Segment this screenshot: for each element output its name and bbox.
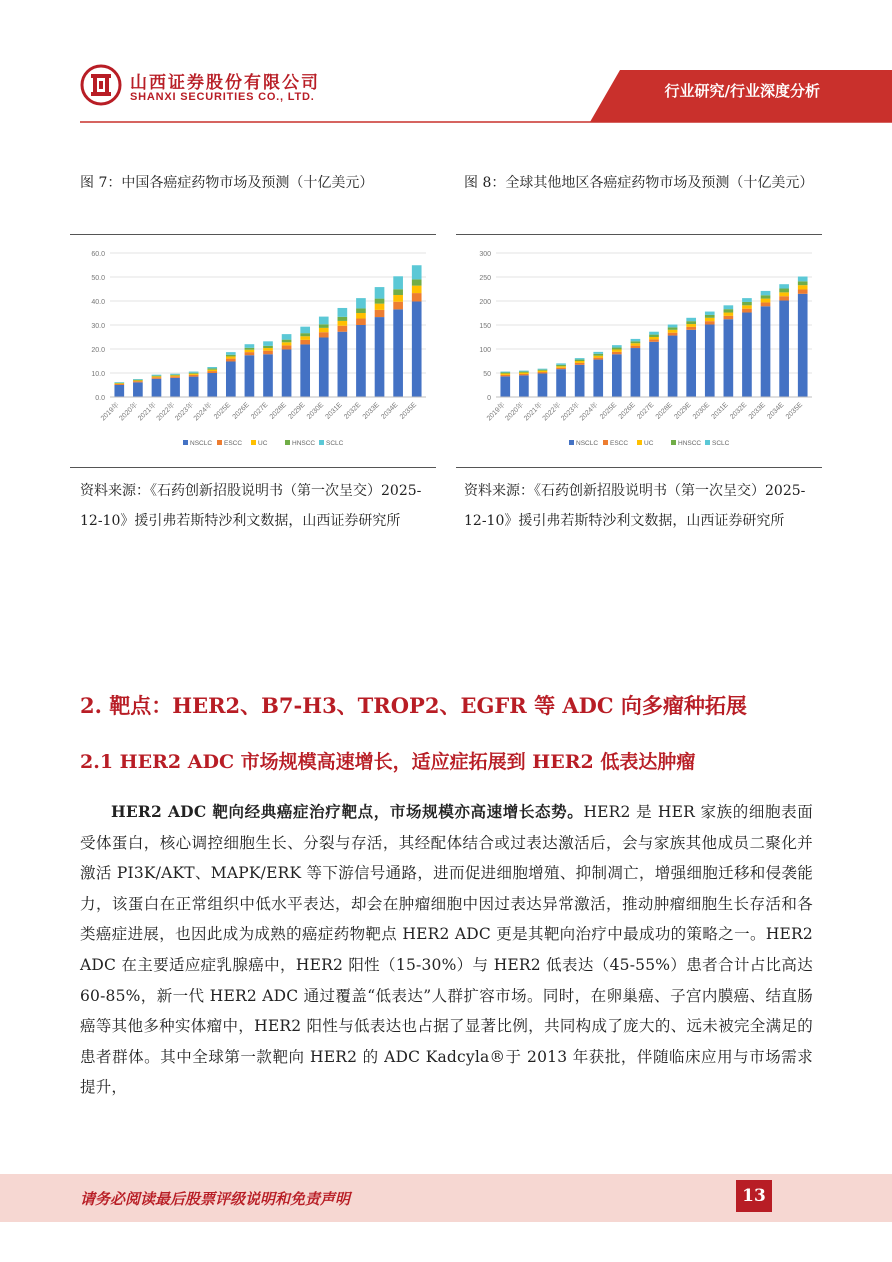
- legend-label: ESCC: [610, 440, 629, 447]
- x-tick-label: 2020年: [504, 401, 526, 423]
- legend-label: SCLC: [712, 440, 730, 447]
- x-tick-label: 2021年: [522, 401, 544, 423]
- bar-escc: [798, 289, 808, 293]
- x-tick-label: 2029E: [673, 401, 693, 421]
- subsection-heading: 2.1 HER2 ADC 市场规模高速增长，适应症拓展到 HER2 低表达肿瘤: [80, 751, 696, 773]
- bar-nsclc: [575, 365, 585, 397]
- bar-sclc: [412, 265, 422, 279]
- y-tick-label: 20.0: [91, 347, 105, 354]
- bar-nsclc: [338, 332, 348, 397]
- bar-uc: [612, 349, 622, 351]
- bar-sclc: [761, 291, 771, 295]
- bar-nsclc: [519, 375, 529, 397]
- x-tick-label: 2026E: [617, 401, 637, 421]
- bar-sclc: [649, 332, 659, 335]
- bar-hnscc: [612, 348, 622, 350]
- bar-uc: [245, 350, 255, 352]
- bar-nsclc: [170, 378, 180, 397]
- legend-swatch: [671, 440, 676, 445]
- x-tick-label: 2028E: [268, 401, 289, 421]
- y-tick-label: 250: [479, 275, 491, 282]
- bar-sclc: [263, 341, 273, 346]
- page-number: 13: [736, 1180, 772, 1212]
- x-tick-label: 2034E: [766, 401, 786, 421]
- legend-label: UC: [258, 440, 268, 447]
- body-lead: HER2 ADC 靶向经典癌症治疗靶点，市场规模亦高速增长态势。: [111, 802, 584, 821]
- bar-escc: [393, 302, 403, 310]
- bar-uc: [133, 380, 143, 381]
- x-tick-label: 2021年: [136, 401, 158, 423]
- bar-hnscc: [500, 373, 510, 374]
- x-tick-label: 2019年: [99, 401, 121, 423]
- x-tick-label: 2034E: [380, 401, 400, 421]
- bar-sclc: [631, 339, 641, 341]
- bar-hnscc: [519, 372, 529, 373]
- bar-sclc: [114, 382, 124, 383]
- bar-escc: [631, 346, 641, 348]
- bar-hnscc: [668, 327, 678, 329]
- x-tick-label: 2035E: [398, 401, 419, 421]
- bar-escc: [189, 375, 199, 377]
- x-tick-label: 2032E: [343, 401, 363, 421]
- legend-label: HNSCC: [678, 440, 702, 447]
- bar-nsclc: [612, 354, 622, 397]
- bar-sclc: [724, 305, 734, 309]
- bar-nsclc: [189, 377, 199, 397]
- bar-sclc: [133, 379, 143, 380]
- report-category: 行业研究/行业深度分析: [664, 82, 820, 100]
- bar-escc: [779, 296, 789, 300]
- y-tick-label: 60.0: [91, 251, 105, 258]
- figure-8-chart: [456, 235, 822, 467]
- bar-uc: [779, 292, 789, 296]
- bar-uc: [375, 304, 385, 310]
- bar-escc: [170, 376, 180, 377]
- bar-uc: [668, 330, 678, 333]
- company-logo-icon: [80, 64, 122, 106]
- bar-hnscc: [742, 302, 752, 305]
- bar-nsclc: [282, 349, 292, 397]
- header-band: [0, 0, 892, 130]
- y-tick-label: 40.0: [91, 299, 105, 306]
- y-tick-label: 10.0: [91, 371, 105, 378]
- bar-escc: [114, 384, 124, 385]
- bar-uc: [519, 373, 529, 374]
- bar-sclc: [779, 284, 789, 288]
- bar-hnscc: [133, 380, 143, 381]
- bar-hnscc: [282, 340, 292, 343]
- bar-sclc: [668, 325, 678, 328]
- bar-escc: [263, 351, 273, 355]
- bar-escc: [575, 363, 585, 365]
- bar-hnscc: [226, 355, 236, 357]
- bar-escc: [356, 319, 366, 325]
- bar-uc: [114, 383, 124, 384]
- bar-sclc: [556, 363, 566, 364]
- legend-label: ESCC: [224, 440, 243, 447]
- bar-hnscc: [152, 376, 162, 377]
- bar-sclc: [300, 327, 310, 333]
- x-tick-label: 2030E: [305, 401, 326, 421]
- y-tick-label: 50.0: [91, 275, 105, 282]
- bar-nsclc: [356, 325, 366, 397]
- bar-uc: [556, 366, 566, 367]
- x-tick-label: 2029E: [287, 401, 307, 421]
- bar-nsclc: [375, 317, 385, 397]
- bar-uc: [152, 376, 162, 377]
- y-tick-label: 0.0: [95, 395, 105, 402]
- bar-escc: [705, 321, 715, 324]
- bar-nsclc: [538, 373, 548, 397]
- bar-nsclc: [319, 337, 329, 397]
- bar-hnscc: [631, 341, 641, 343]
- bar-uc: [300, 336, 310, 340]
- bar-escc: [724, 316, 734, 319]
- bar-sclc: [170, 374, 180, 375]
- bar-sclc: [226, 352, 236, 355]
- bar-hnscc: [245, 348, 255, 350]
- bar-escc: [375, 310, 385, 317]
- bar-escc: [612, 352, 622, 354]
- bar-hnscc: [705, 315, 715, 318]
- bar-escc: [338, 326, 348, 332]
- bar-hnscc: [538, 370, 548, 371]
- y-tick-label: 150: [479, 323, 491, 330]
- x-tick-label: 2023年: [560, 401, 582, 423]
- bar-sclc: [538, 369, 548, 370]
- bar-escc: [556, 368, 566, 369]
- bar-uc: [356, 313, 366, 319]
- bar-sclc: [612, 345, 622, 347]
- bar-escc: [245, 352, 255, 355]
- y-tick-label: 300: [479, 251, 491, 258]
- bar-hnscc: [649, 335, 659, 337]
- bar-hnscc: [207, 368, 217, 369]
- bar-nsclc: [393, 309, 403, 397]
- bar-sclc: [375, 287, 385, 299]
- bar-sclc: [686, 318, 696, 321]
- x-tick-label: 2028E: [654, 401, 675, 421]
- bar-nsclc: [668, 336, 678, 397]
- bar-nsclc: [133, 382, 143, 397]
- bar-escc: [742, 309, 752, 313]
- bar-hnscc: [300, 333, 310, 336]
- x-tick-label: 2033E: [361, 401, 381, 421]
- legend-swatch: [285, 440, 290, 445]
- bar-escc: [500, 375, 510, 376]
- x-tick-label: 2024年: [578, 401, 600, 423]
- bar-sclc: [338, 308, 348, 317]
- figure-8-frame: [456, 234, 822, 468]
- legend-label: NSCLC: [576, 440, 599, 447]
- bar-nsclc: [705, 325, 715, 397]
- bar-hnscc: [686, 321, 696, 324]
- x-tick-label: 2027E: [250, 401, 270, 421]
- y-tick-label: 50: [483, 371, 491, 378]
- bar-sclc: [393, 276, 403, 289]
- x-tick-label: 2027E: [636, 401, 656, 421]
- legend-swatch: [319, 440, 324, 445]
- footer-disclaimer[interactable]: 请务必阅读最后股票评级说明和免责声明: [80, 1190, 351, 1208]
- y-tick-label: 30.0: [91, 323, 105, 330]
- bar-nsclc: [686, 330, 696, 397]
- bar-uc: [170, 375, 180, 376]
- x-tick-label: 2030E: [691, 401, 712, 421]
- bar-sclc: [207, 367, 217, 368]
- bar-nsclc: [798, 294, 808, 397]
- x-tick-label: 2026E: [231, 401, 251, 421]
- bar-uc: [593, 356, 603, 358]
- bar-escc: [668, 333, 678, 336]
- legend-label: UC: [644, 440, 654, 447]
- bar-nsclc: [631, 348, 641, 397]
- bar-uc: [393, 295, 403, 302]
- bar-nsclc: [556, 369, 566, 397]
- bar-nsclc: [300, 344, 310, 397]
- body-paragraph: [80, 797, 813, 1103]
- legend-swatch: [705, 440, 710, 445]
- bar-uc: [500, 373, 510, 374]
- bar-nsclc: [742, 313, 752, 397]
- company-name-en: SHANXI SECURITIES CO., LTD.: [130, 91, 315, 103]
- bar-uc: [742, 305, 752, 308]
- bar-hnscc: [393, 289, 403, 295]
- bar-hnscc: [263, 346, 273, 348]
- figure-8-title: 图 8：全球其他地区各癌症药物市场及预测（十亿美元）: [464, 175, 814, 191]
- bar-nsclc: [245, 355, 255, 397]
- bar-nsclc: [114, 385, 124, 397]
- bar-nsclc: [779, 301, 789, 397]
- bar-uc: [319, 328, 329, 332]
- body-content: HER2 是 HER 家族的细胞表面受体蛋白，核心调控细胞生长、分裂与存活，其经配体结合或过表达激活后，会与家族其他成员二聚化并激活 PI3K/AKT、MAPK/ERK 等下游信号通路，进而促进细胞增殖、抑制凋亡，增强细胞迁移和侵袭能力，该蛋白在正常组织中低水平表达，却会在肿瘤细胞中因过表达异常激活，推动肿瘤细胞生长存活和各类癌症进展，也因此成为成熟的癌症药物靶点 HER2 ADC 更是其靶向治疗中最成功的策略之一。HER2 ADC 在主要适应症乳腺癌中，HER2 阳性（15-30%）与 HER2 低表达（45-55%）患者合计占比高达 60-85%，新一代 HER2 ADC 通过覆盖“低表达”人群扩容市场。同时，在卵巢癌、子宫内膜癌、结直肠癌等其他多种实体瘤中，HER2 阳性与低表达也占据了显著比例，共同构成了庞大的、远未被完全满足的患者群体。其中全球第一款靶向 HER2 的 ADC Kadcyla®于 2013 年获批，伴随临床应用与市场需求提升，: [80, 803, 814, 1097]
- legend-label: SCLC: [326, 440, 344, 447]
- bar-escc: [226, 359, 236, 362]
- bar-nsclc: [263, 354, 273, 397]
- section-heading: 2. 靶点：HER2、B7-H3、TROP2、EGFR 等 ADC 向多瘤种拓展: [80, 693, 747, 718]
- bar-uc: [338, 321, 348, 326]
- y-tick-label: 100: [479, 347, 491, 354]
- bar-nsclc: [207, 373, 217, 397]
- bar-uc: [282, 342, 292, 345]
- bar-nsclc: [500, 376, 510, 397]
- bar-sclc: [500, 372, 510, 373]
- bar-sclc: [356, 298, 366, 308]
- bar-escc: [519, 374, 529, 375]
- bar-hnscc: [779, 289, 789, 293]
- x-tick-label: 2022年: [541, 401, 563, 423]
- bar-sclc: [519, 371, 529, 372]
- bar-escc: [686, 327, 696, 330]
- figure-8-source: 资料来源：《石药创新招股说明书（第一次呈交）2025-12-10》援引弗若斯特沙利文数据，山西证券研究所: [464, 483, 806, 529]
- bar-hnscc: [761, 295, 771, 298]
- bar-sclc: [319, 317, 329, 325]
- bar-hnscc: [798, 281, 808, 285]
- bar-uc: [263, 348, 273, 351]
- y-tick-label: 0: [487, 395, 491, 402]
- bar-escc: [649, 339, 659, 341]
- bar-hnscc: [575, 360, 585, 361]
- legend-label: HNSCC: [292, 440, 316, 447]
- figure-7-title: 图 7：中国各癌症药物市场及预测（十亿美元）: [80, 175, 374, 191]
- bar-nsclc: [412, 301, 422, 397]
- bar-uc: [412, 286, 422, 293]
- page-header: [0, 0, 892, 130]
- bar-sclc: [152, 375, 162, 376]
- x-tick-label: 2020年: [118, 401, 140, 423]
- x-tick-label: 2031E: [324, 401, 344, 421]
- bar-sclc: [705, 312, 715, 315]
- y-tick-label: 200: [479, 299, 491, 306]
- x-tick-label: 2031E: [710, 401, 730, 421]
- x-tick-label: 2024年: [192, 401, 214, 423]
- legend-swatch: [603, 440, 608, 445]
- bar-uc: [226, 356, 236, 358]
- bar-nsclc: [724, 319, 734, 397]
- bar-hnscc: [338, 317, 348, 321]
- bar-sclc: [798, 277, 808, 282]
- bar-escc: [282, 345, 292, 349]
- x-tick-label: 2033E: [747, 401, 767, 421]
- bar-escc: [538, 372, 548, 373]
- bar-uc: [724, 313, 734, 316]
- x-tick-label: 2035E: [784, 401, 805, 421]
- legend-swatch: [217, 440, 222, 445]
- x-tick-label: 2032E: [729, 401, 749, 421]
- bar-uc: [538, 371, 548, 372]
- bar-escc: [133, 381, 143, 382]
- bar-uc: [649, 337, 659, 339]
- bar-sclc: [593, 352, 603, 354]
- bar-nsclc: [649, 342, 659, 397]
- bar-nsclc: [152, 379, 162, 397]
- bar-hnscc: [356, 308, 366, 313]
- bar-nsclc: [226, 361, 236, 397]
- bar-hnscc: [556, 365, 566, 366]
- x-tick-label: 2022年: [155, 401, 177, 423]
- figure-7-chart: [70, 235, 436, 467]
- bar-uc: [798, 285, 808, 289]
- bar-sclc: [575, 358, 585, 359]
- bar-sclc: [245, 344, 255, 348]
- bar-escc: [319, 332, 329, 337]
- bar-uc: [575, 361, 585, 363]
- bar-escc: [300, 340, 310, 345]
- bar-nsclc: [761, 306, 771, 397]
- x-tick-label: 2025E: [598, 401, 619, 421]
- bar-hnscc: [189, 373, 199, 374]
- bar-sclc: [742, 298, 752, 302]
- bar-nsclc: [593, 360, 603, 397]
- bar-uc: [189, 374, 199, 375]
- bar-uc: [761, 299, 771, 303]
- legend-swatch: [251, 440, 256, 445]
- figure-7-source: 资料来源：《石药创新招股说明书（第一次呈交）2025-12-10》援引弗若斯特沙利文数据，山西证券研究所: [80, 483, 422, 529]
- bar-hnscc: [375, 299, 385, 304]
- bar-hnscc: [724, 309, 734, 312]
- figure-7-frame: [70, 234, 436, 468]
- bar-escc: [207, 371, 217, 373]
- legend-swatch: [569, 440, 574, 445]
- x-tick-label: 2019年: [485, 401, 507, 423]
- company-name-cn: 山西证券股份有限公司: [130, 73, 320, 93]
- bar-escc: [761, 302, 771, 306]
- legend-label: NSCLC: [190, 440, 213, 447]
- bar-escc: [593, 358, 603, 360]
- bar-hnscc: [170, 375, 180, 376]
- bar-hnscc: [319, 324, 329, 328]
- x-tick-label: 2025E: [212, 401, 233, 421]
- bar-uc: [631, 343, 641, 345]
- legend-swatch: [183, 440, 188, 445]
- legend-swatch: [637, 440, 642, 445]
- bar-hnscc: [593, 354, 603, 356]
- bar-hnscc: [412, 279, 422, 285]
- x-tick-label: 2023年: [174, 401, 196, 423]
- bar-sclc: [282, 334, 292, 340]
- bar-sclc: [189, 372, 199, 373]
- bar-escc: [412, 293, 422, 301]
- bar-uc: [686, 324, 696, 327]
- bar-uc: [705, 318, 715, 321]
- bar-uc: [207, 370, 217, 371]
- bar-escc: [152, 377, 162, 378]
